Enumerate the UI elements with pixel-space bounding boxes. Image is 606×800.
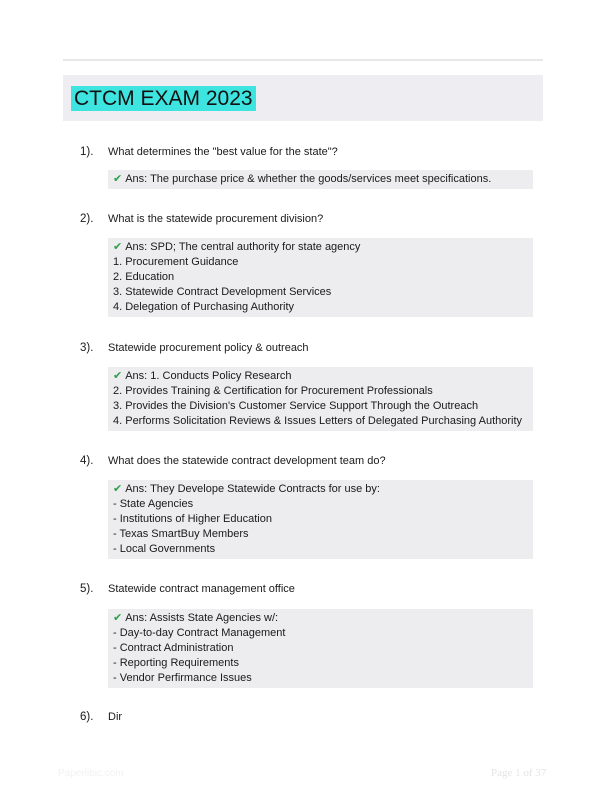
answer-text: - Local Governments bbox=[113, 543, 216, 555]
question-number: 3). bbox=[80, 342, 94, 354]
answer-line bbox=[113, 384, 528, 399]
answer-line bbox=[113, 270, 528, 285]
question-number: 6). bbox=[80, 711, 94, 723]
answer-text: - Vendor Perfirmance Issues bbox=[113, 672, 252, 684]
question-number: 5). bbox=[80, 583, 94, 595]
answer-line-primary bbox=[113, 369, 528, 384]
answer-text: Ans: The purchase price & whether the goods/services meet specifications. bbox=[125, 173, 492, 185]
question-text: What does the statewide contract development team do? bbox=[108, 455, 386, 467]
answer-box bbox=[108, 170, 533, 189]
answer-line bbox=[113, 626, 528, 641]
answer-text: - Contract Administration bbox=[113, 642, 234, 654]
answer-line bbox=[113, 255, 528, 270]
answer-text: - State Agencies bbox=[113, 498, 194, 510]
answer-line-primary bbox=[113, 611, 528, 626]
answer-text: 2. Education bbox=[113, 271, 175, 283]
checkmark-icon: ✔ bbox=[113, 483, 123, 495]
question-text: Statewide procurement policy & outreach bbox=[108, 342, 309, 354]
answer-line-primary bbox=[113, 240, 528, 255]
question-number: 1). bbox=[80, 146, 94, 158]
answer-line bbox=[113, 527, 528, 542]
answer-line-primary bbox=[113, 482, 528, 497]
answer-text: 4. Delegation of Purchasing Authority bbox=[113, 301, 295, 313]
answer-text: Ans: They Develope Statewide Contracts for use by: bbox=[125, 483, 380, 495]
checkmark-icon: ✔ bbox=[113, 612, 123, 624]
answer-text: Ans: SPD; The central authority for state agency bbox=[125, 241, 361, 253]
answer-line bbox=[113, 512, 528, 527]
answer-line-primary bbox=[113, 172, 528, 187]
checkmark-icon: ✔ bbox=[113, 370, 123, 382]
footer-page-number: Page 1 of 37 bbox=[491, 767, 547, 779]
top-divider bbox=[63, 59, 543, 61]
answer-line bbox=[113, 641, 528, 656]
answer-line bbox=[113, 399, 528, 414]
answer-line bbox=[113, 285, 528, 300]
answer-text: 2. Provides Training & Certification for Procurement Professionals bbox=[113, 385, 433, 397]
answer-box bbox=[108, 609, 533, 688]
answer-text: 3. Statewide Contract Development Services bbox=[113, 286, 332, 298]
answer-box bbox=[108, 238, 533, 317]
answer-line bbox=[113, 671, 528, 686]
answer-line bbox=[113, 414, 528, 429]
page-title: CTCM EXAM 2023 bbox=[71, 86, 256, 111]
answer-line bbox=[113, 497, 528, 512]
answer-text: - Institutions of Higher Education bbox=[113, 513, 272, 525]
question-number: 2). bbox=[80, 213, 94, 225]
answer-line bbox=[113, 300, 528, 315]
question-number: 4). bbox=[80, 455, 94, 467]
checkmark-icon: ✔ bbox=[113, 173, 123, 185]
question-text: What determines the "best value for the state"? bbox=[108, 146, 338, 158]
answer-box bbox=[108, 367, 533, 431]
answer-text: 4. Performs Solicitation Reviews & Issues Letters of Delegated Purchasing Authority bbox=[113, 415, 523, 427]
title-band bbox=[63, 75, 543, 121]
answer-line bbox=[113, 542, 528, 557]
answer-text: - Reporting Requirements bbox=[113, 657, 239, 669]
question-text: What is the statewide procurement division? bbox=[108, 213, 324, 225]
question-text: Statewide contract management office bbox=[108, 583, 295, 595]
checkmark-icon: ✔ bbox=[113, 241, 123, 253]
answer-text: Ans: 1. Conducts Policy Research bbox=[125, 370, 292, 382]
answer-text: Ans: Assists State Agencies w/: bbox=[125, 612, 279, 624]
answer-box bbox=[108, 480, 533, 559]
answer-text: 1. Procurement Guidance bbox=[113, 256, 239, 268]
footer-site: Paperlibic.com bbox=[58, 768, 124, 779]
answer-line bbox=[113, 656, 528, 671]
question-text: Dir bbox=[108, 711, 123, 723]
answer-text: - Texas SmartBuy Members bbox=[113, 528, 249, 540]
answer-text: - Day-to-day Contract Management bbox=[113, 627, 286, 639]
answer-text: 3. Provides the Division's Customer Service Support Through the Outreach bbox=[113, 400, 479, 412]
